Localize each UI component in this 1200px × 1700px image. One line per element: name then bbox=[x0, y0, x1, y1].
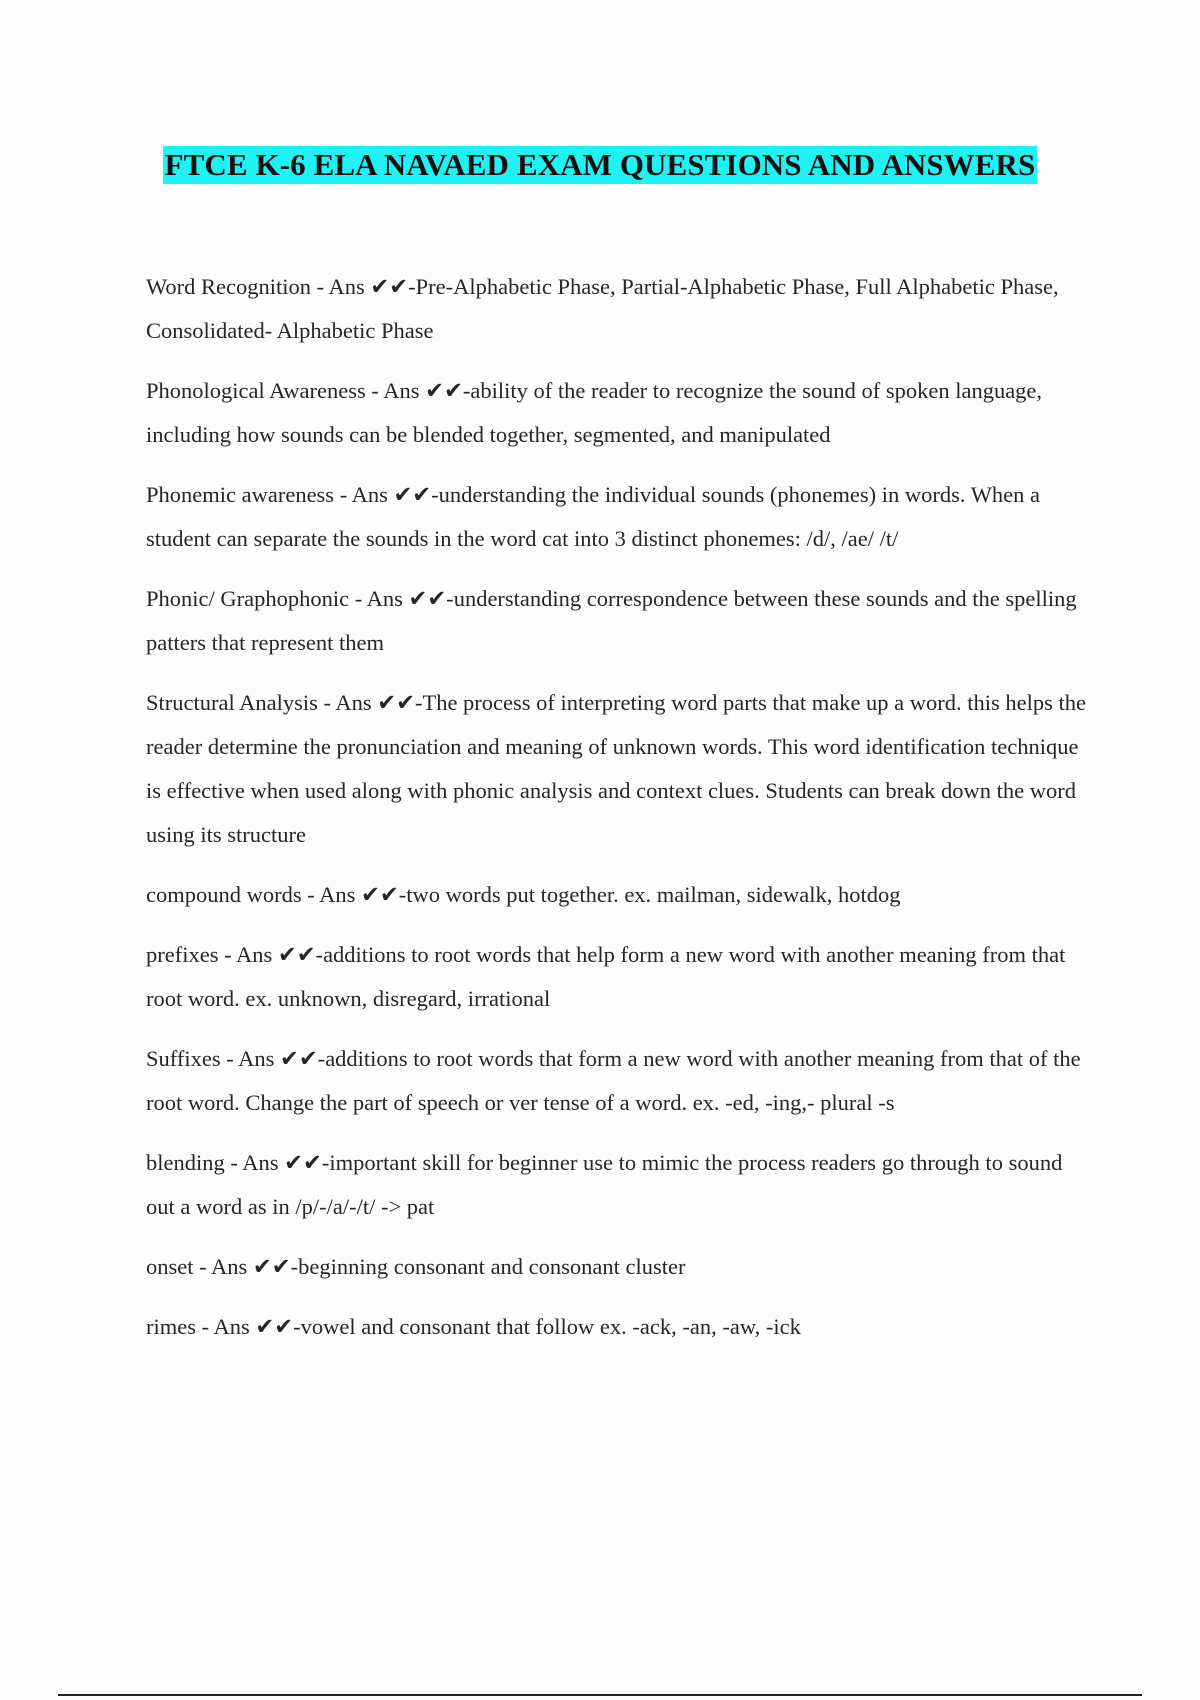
qa-term: compound words bbox=[146, 882, 302, 907]
qa-marker: - Ans ✔✔- bbox=[218, 942, 324, 967]
qa-answer: additions to root words that form a new word with another meaning from that of the root word. Change the part of speech or ver tense of a word. ex. -ed, -ing,- plural -s bbox=[146, 1046, 1081, 1115]
qa-term: Phonemic awareness bbox=[146, 482, 335, 507]
qa-entry bbox=[146, 1305, 1096, 1349]
qa-entry bbox=[146, 873, 1096, 917]
qa-marker: - Ans ✔✔- bbox=[349, 586, 454, 611]
qa-answer: ability of the reader to recognize the sound of spoken language, including how sounds can be blended together, segmented, and manipulated bbox=[146, 378, 1043, 447]
qa-marker: - Ans ✔✔- bbox=[334, 482, 439, 507]
qa-answer: understanding correspondence between these sounds and the spelling patters that represent them bbox=[146, 586, 1077, 655]
qa-term: Suffixes bbox=[146, 1046, 221, 1071]
qa-answer: important skill for beginner use to mimic the process readers go through to sound out a word as in /p/-/a/-/t/ -> pat bbox=[146, 1150, 1063, 1219]
qa-entry bbox=[146, 577, 1096, 665]
qa-term: Word Recognition bbox=[146, 274, 312, 299]
qa-marker: - Ans ✔✔- bbox=[301, 882, 407, 907]
qa-list bbox=[146, 265, 1096, 1365]
qa-entry bbox=[146, 1141, 1096, 1229]
qa-entry bbox=[146, 473, 1096, 561]
qa-answer: additions to root words that help form a new word with another meaning from that root word. ex. unknown, disregard, irrational bbox=[146, 942, 1066, 1011]
qa-entry bbox=[146, 681, 1096, 857]
qa-answer: Pre-Alphabetic Phase, Partial-Alphabetic Phase, Full Alphabetic Phase, Consolidated- Alphabetic Phase bbox=[146, 274, 1059, 343]
qa-marker: - Ans ✔✔- bbox=[365, 378, 471, 403]
qa-marker: - Ans ✔✔- bbox=[193, 1254, 299, 1279]
document-title: FTCE K-6 ELA NAVAED EXAM QUESTIONS AND ANSWERS bbox=[164, 147, 1036, 182]
footer-divider bbox=[58, 1694, 1142, 1696]
qa-term: blending bbox=[146, 1150, 225, 1175]
qa-entry bbox=[146, 1037, 1096, 1125]
qa-entry bbox=[146, 933, 1096, 1021]
qa-entry bbox=[146, 1245, 1096, 1289]
qa-term: rimes bbox=[146, 1314, 196, 1339]
qa-marker: - Ans ✔✔- bbox=[311, 274, 416, 299]
qa-marker: - Ans ✔✔- bbox=[196, 1314, 301, 1339]
qa-term: Phonic/ Graphophonic bbox=[146, 586, 350, 611]
qa-answer: vowel and consonant that follow ex. -ack, -an, -aw, -ick bbox=[300, 1314, 801, 1339]
qa-term: Phonological Awareness bbox=[146, 378, 366, 403]
qa-marker: - Ans ✔✔- bbox=[224, 1150, 330, 1175]
qa-answer: understanding the individual sounds (phonemes) in words. When a student can separate the sounds in the word cat into 3 distinct phonemes: /d/, /ae/ /t/ bbox=[146, 482, 1041, 551]
title-block bbox=[0, 146, 1200, 184]
qa-marker: - Ans ✔✔- bbox=[220, 1046, 326, 1071]
qa-term: Structural Analysis bbox=[146, 690, 318, 715]
qa-marker: - Ans ✔✔- bbox=[317, 690, 423, 715]
qa-term: prefixes bbox=[146, 942, 219, 967]
qa-answer: beginning consonant and consonant cluster bbox=[298, 1254, 686, 1279]
qa-term: onset bbox=[146, 1254, 194, 1279]
qa-entry bbox=[146, 265, 1096, 353]
qa-answer: The process of interpreting word parts that make up a word. this helps the reader determine the pronunciation and meaning of unknown words. This word identification technique is effective when used along with phonic analysis and context clues. Students can break down the word using its structure bbox=[146, 690, 1087, 847]
qa-answer: two words put together. ex. mailman, sidewalk, hotdog bbox=[406, 882, 901, 907]
qa-entry bbox=[146, 369, 1096, 457]
